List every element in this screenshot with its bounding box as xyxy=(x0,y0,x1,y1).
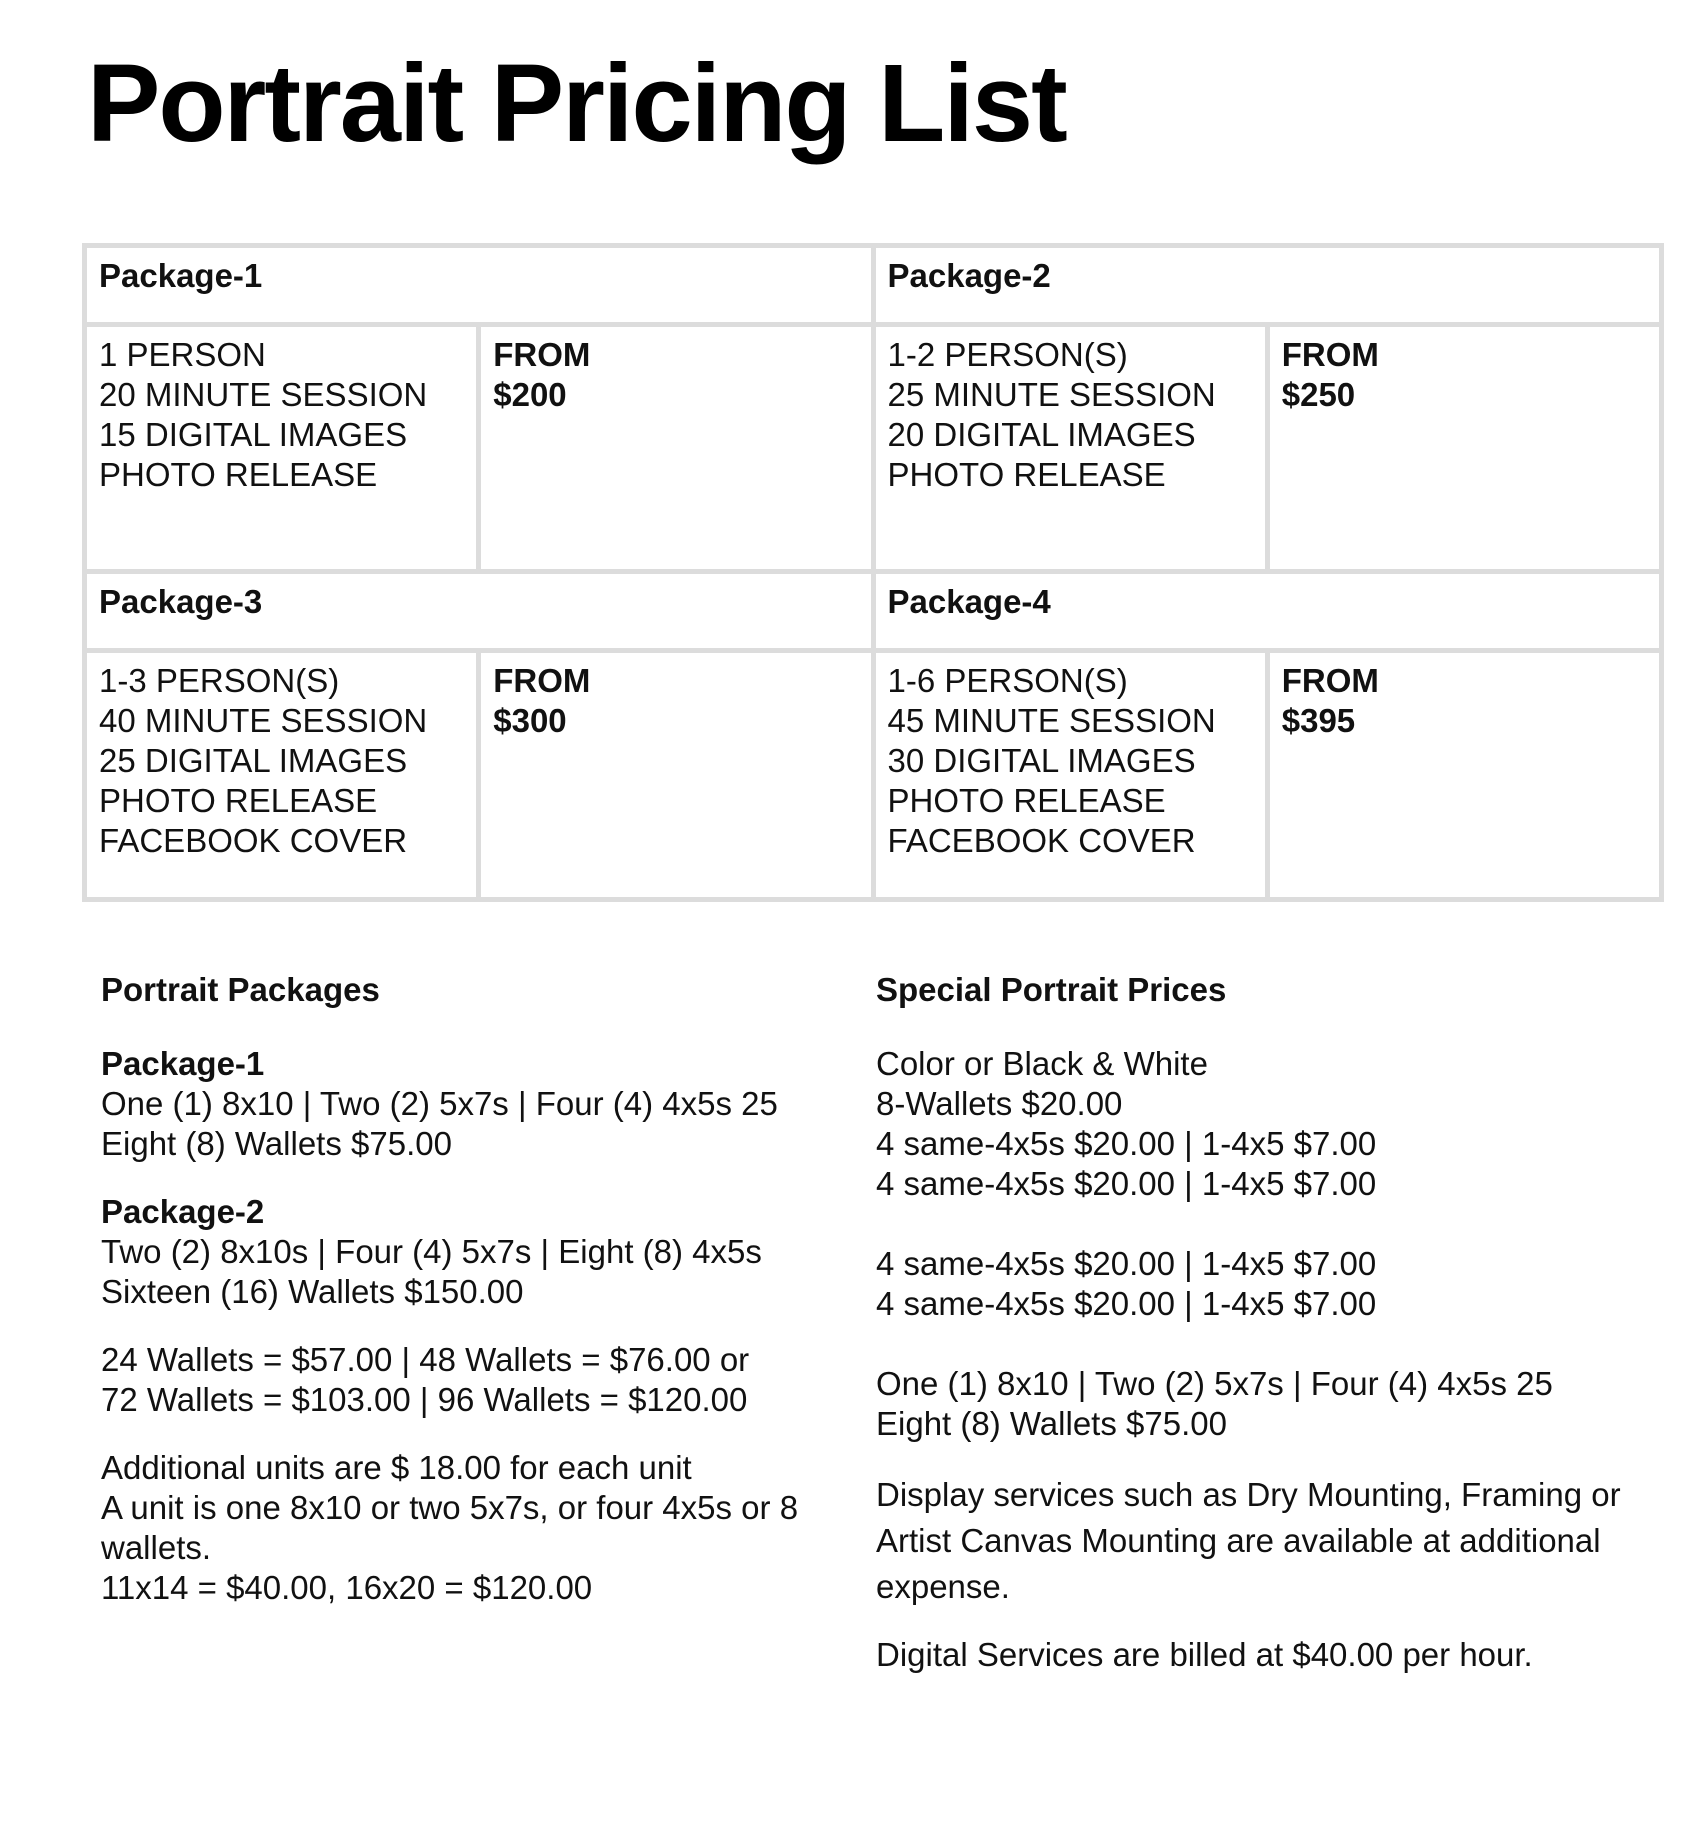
special-price-line: 4 same-4x5s $20.00 | 1-4x5 $7.00 xyxy=(876,1285,1377,1322)
special-prices-group-1 xyxy=(876,1044,1666,1204)
detail-line: FACEBOOK COVER xyxy=(887,822,1196,859)
special-prices-group-3 xyxy=(876,1364,1666,1444)
portrait-package-1-line: Eight (8) Wallets $75.00 xyxy=(101,1125,452,1162)
detail-line: PHOTO RELEASE xyxy=(887,782,1166,819)
unit-definition: A unit is one 8x10 or two 5x7s, or four 4x5s or 8 wallets. xyxy=(101,1489,799,1566)
detail-line: FACEBOOK COVER xyxy=(99,822,408,859)
portrait-package-1-line: One (1) 8x10 | Two (2) 5x7s | Four (4) 4x5s 25 xyxy=(101,1085,778,1122)
digital-services-text: Digital Services are billed at $40.00 per hour. xyxy=(876,1636,1533,1673)
wallet-price-line: 72 Wallets = $103.00 | 96 Wallets = $120.00 xyxy=(101,1381,748,1418)
portrait-package-2-line: Sixteen (16) Wallets $150.00 xyxy=(101,1273,524,1310)
portrait-package-2-line: Two (2) 8x10s | Four (4) 5x7s | Eight (8) 4x5s xyxy=(101,1233,762,1270)
package-3-price xyxy=(481,653,870,897)
special-price-line: 4 same-4x5s $20.00 | 1-4x5 $7.00 xyxy=(876,1245,1377,1282)
detail-line: 25 MINUTE SESSION xyxy=(887,376,1216,413)
price-prefix: FROM xyxy=(1281,336,1379,373)
package-3-title: Package-3 xyxy=(87,574,871,648)
special-prices-section xyxy=(876,970,1666,1700)
special-price-line: 4 same-4x5s $20.00 | 1-4x5 $7.00 xyxy=(876,1125,1377,1162)
price-value: $300 xyxy=(493,702,567,739)
detail-line: 25 DIGITAL IMAGES xyxy=(99,742,408,779)
special-price-line: 8-Wallets $20.00 xyxy=(876,1085,1123,1122)
price-prefix: FROM xyxy=(493,336,591,373)
price-prefix: FROM xyxy=(493,662,591,699)
detail-line: PHOTO RELEASE xyxy=(99,456,378,493)
portrait-packages-heading: Portrait Packages xyxy=(101,971,380,1008)
detail-line: 1-2 PERSON(S) xyxy=(887,336,1128,373)
package-1-price xyxy=(481,327,870,569)
package-1-details xyxy=(87,327,476,569)
portrait-packages-section xyxy=(101,970,821,1636)
special-price-line: One (1) 8x10 | Two (2) 5x7s | Four (4) 4x5s 25 xyxy=(876,1365,1553,1402)
package-2-title: Package-2 xyxy=(876,248,1660,322)
special-price-line: Eight (8) Wallets $75.00 xyxy=(876,1405,1227,1442)
price-value: $200 xyxy=(493,376,567,413)
detail-line: 45 MINUTE SESSION xyxy=(887,702,1216,739)
price-value: $395 xyxy=(1281,702,1356,739)
detail-line: 30 DIGITAL IMAGES xyxy=(887,742,1196,779)
special-prices-heading: Special Portrait Prices xyxy=(876,971,1227,1008)
portrait-package-2-title: Package-2 xyxy=(101,1193,265,1230)
wallet-price-line: 24 Wallets = $57.00 | 48 Wallets = $76.00 or xyxy=(101,1341,750,1378)
additional-units-line: Additional units are $ 18.00 for each unit xyxy=(101,1449,692,1486)
detail-line: 1-6 PERSON(S) xyxy=(887,662,1128,699)
special-price-line: Color or Black & White xyxy=(876,1045,1208,1082)
page-title: Portrait Pricing List xyxy=(87,42,1066,165)
enlargement-prices: 11x14 = $40.00, 16x20 = $120.00 xyxy=(101,1569,593,1606)
detail-line: 20 DIGITAL IMAGES xyxy=(887,416,1196,453)
portrait-package-2 xyxy=(101,1192,821,1312)
detail-line: 40 MINUTE SESSION xyxy=(99,702,428,739)
price-value: $250 xyxy=(1281,376,1356,413)
package-2-details xyxy=(876,327,1265,569)
detail-line: PHOTO RELEASE xyxy=(99,782,378,819)
detail-line: 1 PERSON xyxy=(99,336,266,373)
detail-line: PHOTO RELEASE xyxy=(887,456,1166,493)
package-4-price xyxy=(1270,653,1659,897)
package-4-details xyxy=(876,653,1265,897)
detail-line: 20 MINUTE SESSION xyxy=(99,376,428,413)
portrait-package-1 xyxy=(101,1044,821,1164)
package-3-details xyxy=(87,653,476,897)
wallet-prices xyxy=(101,1340,821,1420)
price-prefix: FROM xyxy=(1281,662,1379,699)
detail-line: 15 DIGITAL IMAGES xyxy=(99,416,408,453)
pricing-table xyxy=(82,243,1664,902)
package-4-title: Package-4 xyxy=(876,574,1660,648)
detail-line: 1-3 PERSON(S) xyxy=(99,662,340,699)
package-1-title: Package-1 xyxy=(87,248,871,322)
display-services-text: Display services such as Dry Mounting, Framing or Artist Canvas Mounting are available at additional expense. xyxy=(876,1476,1621,1605)
additional-units xyxy=(101,1448,821,1608)
package-2-price xyxy=(1270,327,1659,569)
special-price-line: 4 same-4x5s $20.00 | 1-4x5 $7.00 xyxy=(876,1165,1377,1202)
special-prices-group-2 xyxy=(876,1244,1666,1324)
portrait-package-1-title: Package-1 xyxy=(101,1045,265,1082)
